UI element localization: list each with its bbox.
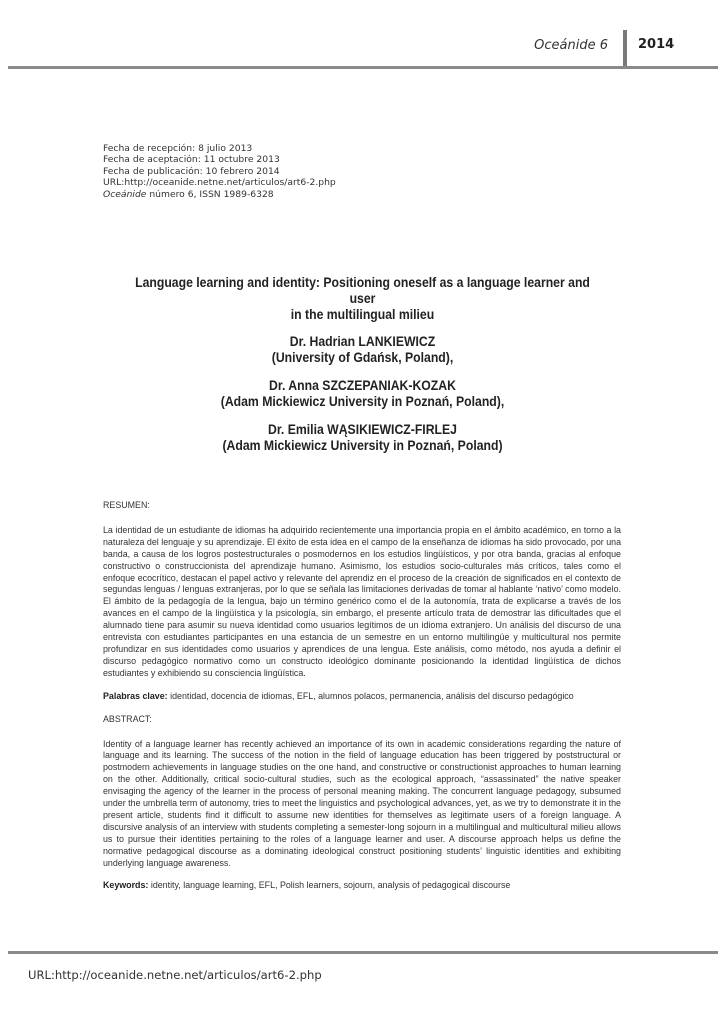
- author-name: Dr. Anna SZCZEPANIAK-KOZAK: [269, 378, 456, 393]
- page-header: [0, 0, 725, 70]
- header-divider: [623, 30, 627, 68]
- journal-running-title: Oceánide 6: [534, 38, 608, 53]
- accepted-date: Fecha de aceptación: 11 octubre 2013: [103, 154, 280, 166]
- article-url[interactable]: URL:http://oceanide.netne.net/articulos/art6-2.php: [103, 177, 336, 189]
- author-2: [126, 378, 599, 410]
- article-title: [126, 275, 599, 323]
- author-name: Dr. Hadrian LANKIEWICZ: [289, 334, 436, 349]
- publication-metadata: [103, 143, 336, 200]
- author-list: [126, 334, 599, 466]
- header-rule: [8, 66, 718, 69]
- keywords-text: identity, language learning, EFL, Polish learners, sojourn, analysis of pedagogical discourse: [148, 880, 511, 891]
- author-affiliation: (University of Gdańsk, Poland),: [271, 350, 454, 365]
- keywords: [103, 880, 621, 892]
- title-line-2: in the multilingual milieu: [290, 307, 435, 322]
- title-line-1: Language learning and identity: Positioning oneself as a language learner and user: [135, 275, 590, 306]
- issue-line: [103, 189, 336, 200]
- resumen-heading: RESUMEN:: [103, 500, 150, 510]
- author-name: Dr. Emilia WĄSIKIEWICZ-FIRLEJ: [268, 422, 457, 437]
- received-date: Fecha de recepción: 8 julio 2013: [103, 143, 253, 154]
- published-date: Fecha de publicación: 10 febrero 2014: [103, 165, 280, 177]
- keywords-label: Keywords:: [103, 880, 149, 891]
- palabras-clave-label: Palabras clave:: [103, 690, 168, 701]
- palabras-clave-text: identidad, docencia de idiomas, EFL, alumnos polacos, permanencia, análisis del discurso pedagógico: [167, 690, 574, 701]
- issue-info: número 6, ISSN 1989-6328: [146, 188, 274, 200]
- article-body: [103, 500, 621, 903]
- palabras-clave: [103, 691, 621, 703]
- footer-url[interactable]: URL:http://oceanide.netne.net/articulos/art6-2.php: [28, 968, 322, 982]
- header-year: 2014: [638, 37, 675, 52]
- author-3: [126, 422, 599, 454]
- footer-rule: [8, 951, 718, 954]
- resumen-text: La identidad de un estudiante de idiomas ha adquirido recientemente una importancia propia en el ámbito académico, en torno a la naturaleza del lenguaje y su aprendizaje. El éxito de esta idea en el campo de la enseñanza de idiomas ha sido provocado, por una banda, a causa de los logros postestructurales o posmodernos en los estudios lingüísticos, y por otra banda, gracias al enfoque constructivo o construccionista del aprendizaje humano. Asimismo, los estudios socio-culturales más críticos, tales como el enfoque ecocrítico, destacan el papel activo y relevante del aprendiz en el proceso de la creación de significados en el contexto de segundas lenguas / lenguas extranjeras, por lo que se señala las limitaciones derivadas de tomar al hablante ‘nativo’ como modelo. El ámbito de la pedagogía de la lengua, bajo un término genérico como el de la autonomía, trata de explicarse a través de los avances en el campo de la lingüística y la psicología, sin embargo, el presente artículo trata de demostrar las dificultades que el alumnado tiene para asumir su nueva identidad como usuarios legítimos de un idioma extranjero. Un análisis del discurso de una entrevista con estudiantes participantes en una estancia de un semestre en un entorno multilingüe y multicultural nos permite profundizar en sus identidades como usuarios y aprendices de una lengua. Este análisis, como método, nos ayuda a definir el discurso pedagógico normativo como un constructo ideológico dominante posicionando la identidad lingüística de dichos estudiantes y exhibiendo su consciencia lingüística.: [103, 524, 621, 678]
- journal-name: Oceánide: [103, 188, 147, 200]
- author-1: [126, 334, 599, 366]
- author-affiliation: (Adam Mickiewicz University in Poznań, Poland),: [220, 394, 505, 409]
- author-affiliation: (Adam Mickiewicz University in Poznań, Poland): [222, 438, 503, 453]
- abstract-text: Identity of a language learner has recently achieved an importance of its own in academic considerations regarding the nature of language and its learning. The success of the notion in the field of language education has been triggered by poststructural or postmodern achievements in language studies on the one hand, and constructive or constructionist approaches to human learning on the other. Additionally, critical socio-cultural studies, such as the ecological approach, “assassinated” the native speaker envisaging the agency of the learner in the process of personal meaning making. The concurrent language pedagogy, subsumed under the umbrella term of autonomy, tries to meet the linguistics and psychological advances, yet, as we try to demonstrate it in the present article, students find it difficult to assume new identities for themselves as legitimate users of a foreign language. A discursive analysis of an interview with students completing a semester-long sojourn in a multilingual and multicultural milieu allows us to pursue their identities pertaining to the roles of a language learner and user. A discourse approach helps us define the normative pedagogical discourse as a dominating ideological construct positioning students’ linguistic identities and exhibiting underlying language awareness.: [103, 738, 621, 868]
- abstract-heading: ABSTRACT:: [103, 713, 152, 724]
